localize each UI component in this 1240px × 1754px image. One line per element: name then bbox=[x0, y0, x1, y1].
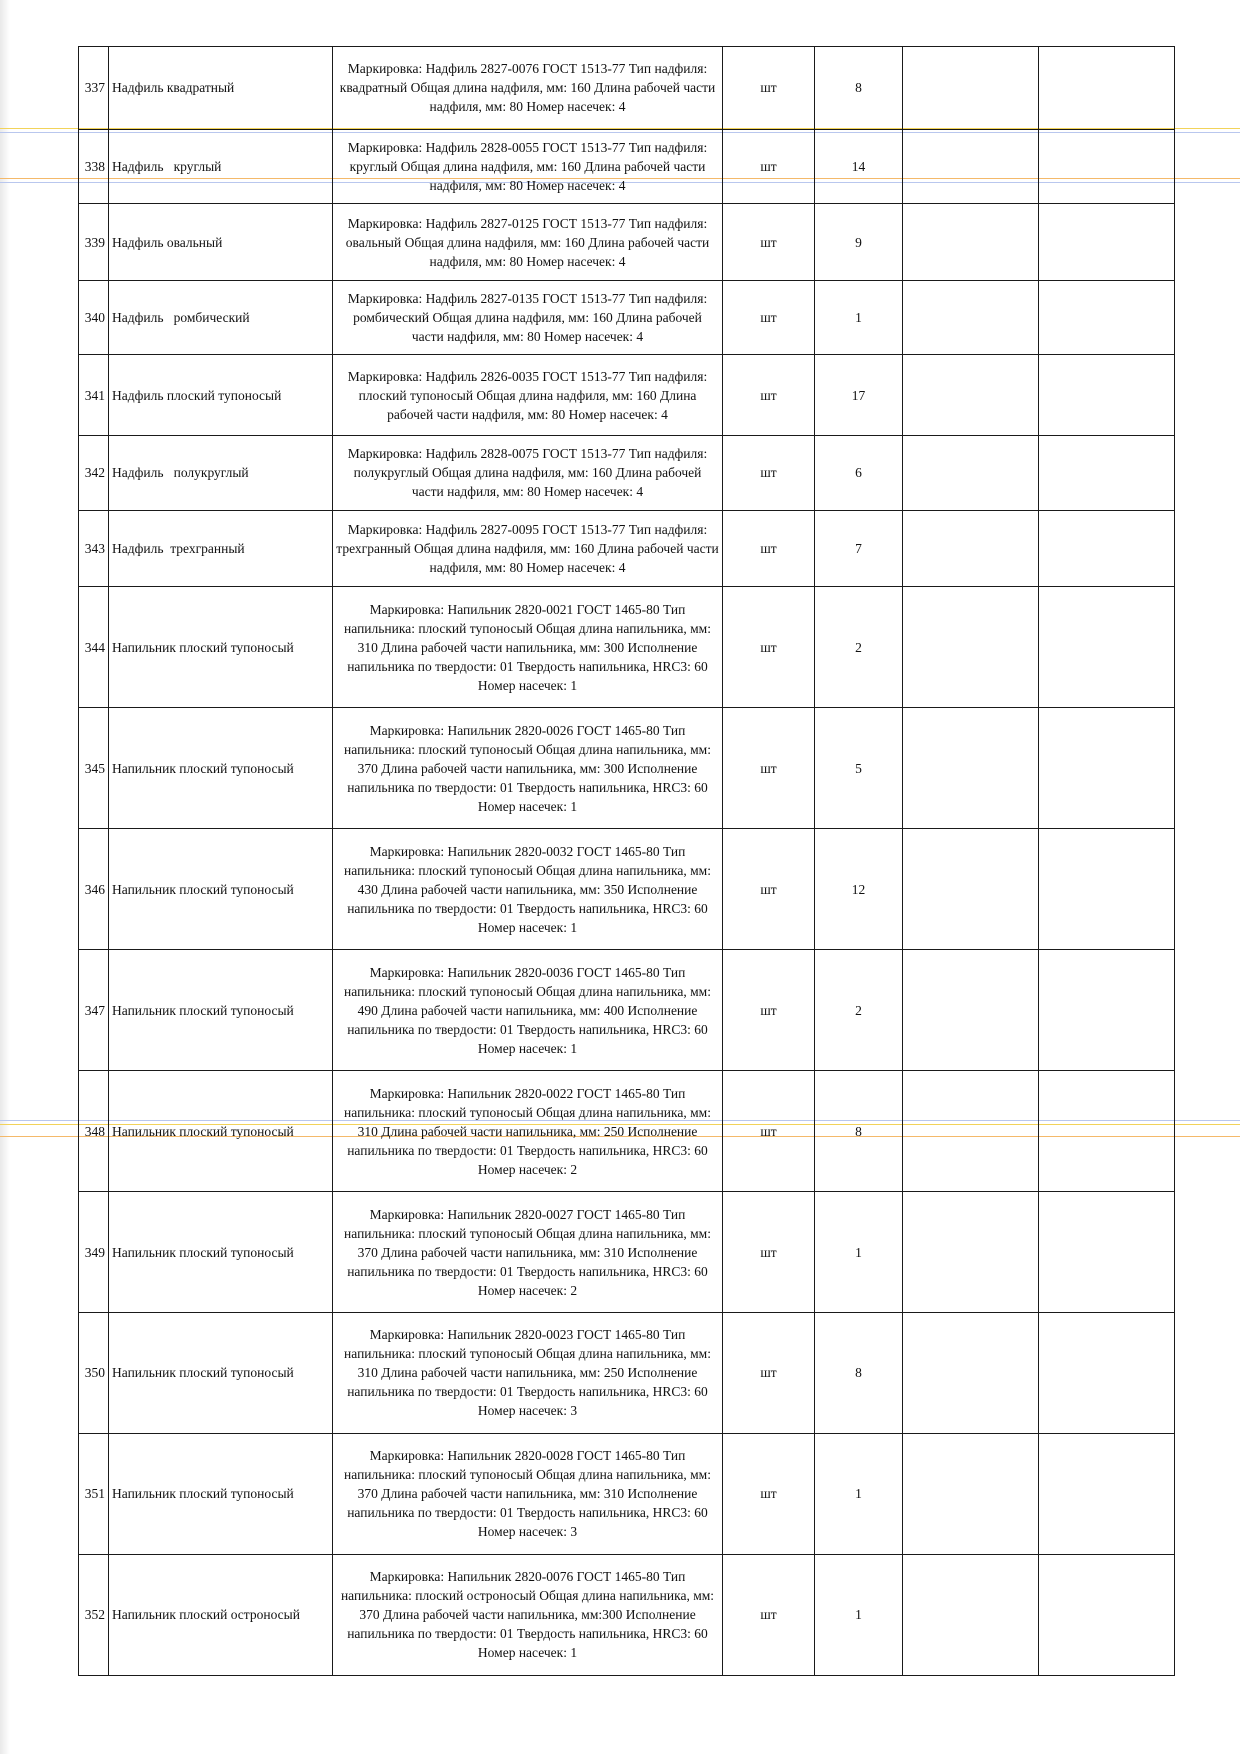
empty-cell bbox=[903, 950, 1039, 1071]
item-specification: Маркировка: Напильник 2820-0032 ГОСТ 1465-80 Тип напильника: плоский тупоносый Общая длина напильника, мм: 430 Длина рабочей части напильника, мм: 350 Исполнение напильника по твердости: 01 Твердость напильника, HRC3: 60 Номер насечек: 1 bbox=[333, 829, 723, 950]
item-quantity: 2 bbox=[815, 587, 903, 708]
row-number: 349 bbox=[79, 1192, 109, 1313]
item-unit: шт bbox=[723, 1313, 815, 1434]
empty-cell bbox=[903, 510, 1039, 587]
item-unit: шт bbox=[723, 355, 815, 436]
item-name: Надфиль ромбический bbox=[109, 280, 333, 355]
item-quantity: 1 bbox=[815, 1192, 903, 1313]
empty-cell bbox=[1039, 204, 1175, 281]
table-row bbox=[79, 587, 1175, 708]
item-quantity: 1 bbox=[815, 1433, 903, 1554]
row-number: 351 bbox=[79, 1433, 109, 1554]
table-body bbox=[79, 47, 1175, 1676]
items-table bbox=[78, 46, 1175, 1676]
row-number: 352 bbox=[79, 1554, 109, 1675]
row-number: 344 bbox=[79, 587, 109, 708]
row-number: 340 bbox=[79, 280, 109, 355]
item-quantity: 8 bbox=[815, 47, 903, 130]
item-name: Напильник плоский тупоносый bbox=[109, 1071, 333, 1192]
empty-cell bbox=[1039, 1071, 1175, 1192]
item-unit: шт bbox=[723, 829, 815, 950]
item-specification: Маркировка: Напильник 2820-0026 ГОСТ 1465-80 Тип напильника: плоский тупоносый Общая длина напильника, мм: 370 Длина рабочей части напильника, мм: 300 Исполнение напильника по твердости: 01 Твердость напильника, HRC3: 60 Номер насечек: 1 bbox=[333, 708, 723, 829]
item-name: Надфиль плоский тупоносый bbox=[109, 355, 333, 436]
item-name: Надфиль полукруглый bbox=[109, 436, 333, 511]
empty-cell bbox=[1039, 1313, 1175, 1434]
item-specification: Маркировка: Надфиль 2826-0035 ГОСТ 1513-77 Тип надфиля: плоский тупоносый Общая длина надфиля, мм: 160 Длина рабочей части надфиля, мм: 80 Номер насечек: 4 bbox=[333, 355, 723, 436]
item-quantity: 14 bbox=[815, 129, 903, 204]
item-unit: шт bbox=[723, 950, 815, 1071]
table-row bbox=[79, 47, 1175, 130]
item-specification: Маркировка: Напильник 2820-0023 ГОСТ 1465-80 Тип напильника: плоский тупоносый Общая длина напильника, мм: 310 Длина рабочей части напильника, мм: 250 Исполнение напильника по твердости: 01 Твердость напильника, HRC3: 60 Номер насечек: 3 bbox=[333, 1313, 723, 1434]
item-name: Напильник плоский тупоносый bbox=[109, 829, 333, 950]
item-specification: Маркировка: Напильник 2820-0021 ГОСТ 1465-80 Тип напильника: плоский тупоносый Общая длина напильника, мм: 310 Длина рабочей части напильника, мм: 300 Исполнение напильника по твердости: 01 Твердость напильника, HRC3: 60 Номер насечек: 1 bbox=[333, 587, 723, 708]
table-row bbox=[79, 355, 1175, 436]
item-quantity: 6 bbox=[815, 436, 903, 511]
row-number: 338 bbox=[79, 129, 109, 204]
item-quantity: 17 bbox=[815, 355, 903, 436]
empty-cell bbox=[1039, 510, 1175, 587]
item-unit: шт bbox=[723, 1433, 815, 1554]
table-row bbox=[79, 280, 1175, 355]
table-row bbox=[79, 1554, 1175, 1675]
row-number: 345 bbox=[79, 708, 109, 829]
empty-cell bbox=[1039, 1433, 1175, 1554]
item-quantity: 8 bbox=[815, 1071, 903, 1192]
item-name: Напильник плоский тупоносый bbox=[109, 1313, 333, 1434]
row-number: 342 bbox=[79, 436, 109, 511]
item-unit: шт bbox=[723, 204, 815, 281]
item-specification: Маркировка: Надфиль 2827-0135 ГОСТ 1513-77 Тип надфиля: ромбический Общая длина надфиля, мм: 160 Длина рабочей части надфиля, мм: 80 Номер насечек: 4 bbox=[333, 280, 723, 355]
table-row bbox=[79, 436, 1175, 511]
item-specification: Маркировка: Надфиль 2827-0125 ГОСТ 1513-77 Тип надфиля: овальный Общая длина надфиля, мм: 160 Длина рабочей части надфиля, мм: 80 Номер насечек: 4 bbox=[333, 204, 723, 281]
item-name: Напильник плоский тупоносый bbox=[109, 587, 333, 708]
row-number: 350 bbox=[79, 1313, 109, 1434]
item-specification: Маркировка: Надфиль 2828-0055 ГОСТ 1513-77 Тип надфиля: круглый Общая длина надфиля, мм: 160 Длина рабочей части надфиля, мм: 80 Номер насечек: 4 bbox=[333, 129, 723, 204]
row-number: 348 bbox=[79, 1071, 109, 1192]
empty-cell bbox=[903, 587, 1039, 708]
item-unit: шт bbox=[723, 587, 815, 708]
empty-cell bbox=[1039, 950, 1175, 1071]
item-specification: Маркировка: Надфиль 2827-0076 ГОСТ 1513-77 Тип надфиля: квадратный Общая длина надфиля, мм: 160 Длина рабочей части надфиля, мм: 80 Номер насечек: 4 bbox=[333, 47, 723, 130]
table-row bbox=[79, 129, 1175, 204]
table-row bbox=[79, 829, 1175, 950]
item-quantity: 1 bbox=[815, 1554, 903, 1675]
empty-cell bbox=[903, 829, 1039, 950]
empty-cell bbox=[903, 1554, 1039, 1675]
item-unit: шт bbox=[723, 129, 815, 204]
empty-cell bbox=[1039, 355, 1175, 436]
empty-cell bbox=[903, 355, 1039, 436]
row-number: 337 bbox=[79, 47, 109, 130]
table-row bbox=[79, 950, 1175, 1071]
row-number: 347 bbox=[79, 950, 109, 1071]
item-name: Надфиль круглый bbox=[109, 129, 333, 204]
empty-cell bbox=[903, 708, 1039, 829]
row-number: 339 bbox=[79, 204, 109, 281]
item-quantity: 5 bbox=[815, 708, 903, 829]
table-row bbox=[79, 1192, 1175, 1313]
table-row bbox=[79, 204, 1175, 281]
item-name: Напильник плоский остроносый bbox=[109, 1554, 333, 1675]
item-quantity: 2 bbox=[815, 950, 903, 1071]
table-row bbox=[79, 510, 1175, 587]
item-unit: шт bbox=[723, 280, 815, 355]
row-number: 341 bbox=[79, 355, 109, 436]
empty-cell bbox=[1039, 708, 1175, 829]
empty-cell bbox=[1039, 436, 1175, 511]
item-name: Напильник плоский тупоносый bbox=[109, 708, 333, 829]
item-unit: шт bbox=[723, 47, 815, 130]
item-name: Напильник плоский тупоносый bbox=[109, 1433, 333, 1554]
row-number: 346 bbox=[79, 829, 109, 950]
item-name: Надфиль трехгранный bbox=[109, 510, 333, 587]
empty-cell bbox=[903, 1313, 1039, 1434]
empty-cell bbox=[903, 436, 1039, 511]
item-unit: шт bbox=[723, 510, 815, 587]
empty-cell bbox=[1039, 47, 1175, 130]
item-specification: Маркировка: Напильник 2820-0076 ГОСТ 1465-80 Тип напильника: плоский остроносый Общая длина напильника, мм: 370 Длина рабочей части напильника, мм:300 Исполнение напильника по твердости: 01 Твердость напильника, HRC3: 60 Номер насечек: 1 bbox=[333, 1554, 723, 1675]
empty-cell bbox=[903, 1071, 1039, 1192]
item-unit: шт bbox=[723, 436, 815, 511]
item-name: Надфиль овальный bbox=[109, 204, 333, 281]
table-row bbox=[79, 708, 1175, 829]
empty-cell bbox=[903, 47, 1039, 130]
table-row bbox=[79, 1433, 1175, 1554]
empty-cell bbox=[903, 1192, 1039, 1313]
empty-cell bbox=[1039, 129, 1175, 204]
item-unit: шт bbox=[723, 1554, 815, 1675]
empty-cell bbox=[903, 204, 1039, 281]
item-quantity: 8 bbox=[815, 1313, 903, 1434]
empty-cell bbox=[1039, 280, 1175, 355]
empty-cell bbox=[903, 280, 1039, 355]
empty-cell bbox=[1039, 587, 1175, 708]
item-name: Надфиль квадратный bbox=[109, 47, 333, 130]
empty-cell bbox=[1039, 829, 1175, 950]
item-unit: шт bbox=[723, 1192, 815, 1313]
item-quantity: 7 bbox=[815, 510, 903, 587]
item-specification: Маркировка: Напильник 2820-0036 ГОСТ 1465-80 Тип напильника: плоский тупоносый Общая длина напильника, мм: 490 Длина рабочей части напильника, мм: 400 Исполнение напильника по твердости: 01 Твердость напильника, HRC3: 60 Номер насечек: 1 bbox=[333, 950, 723, 1071]
empty-cell bbox=[1039, 1192, 1175, 1313]
table-row bbox=[79, 1313, 1175, 1434]
table-row bbox=[79, 1071, 1175, 1192]
item-specification: Маркировка: Надфиль 2827-0095 ГОСТ 1513-77 Тип надфиля: трехгранный Общая длина надфиля, мм: 160 Длина рабочей части надфиля, мм: 80 Номер насечек: 4 bbox=[333, 510, 723, 587]
empty-cell bbox=[903, 129, 1039, 204]
item-quantity: 12 bbox=[815, 829, 903, 950]
empty-cell bbox=[903, 1433, 1039, 1554]
scan-edge-shadow bbox=[0, 0, 10, 1754]
item-unit: шт bbox=[723, 708, 815, 829]
empty-cell bbox=[1039, 1554, 1175, 1675]
item-specification: Маркировка: Надфиль 2828-0075 ГОСТ 1513-77 Тип надфиля: полукруглый Общая длина надфиля, мм: 160 Длина рабочей части надфиля, мм: 80 Номер насечек: 4 bbox=[333, 436, 723, 511]
item-quantity: 9 bbox=[815, 204, 903, 281]
row-number: 343 bbox=[79, 510, 109, 587]
item-unit: шт bbox=[723, 1071, 815, 1192]
item-specification: Маркировка: Напильник 2820-0028 ГОСТ 1465-80 Тип напильника: плоский тупоносый Общая длина напильника, мм: 370 Длина рабочей части напильника, мм: 310 Исполнение напильника по твердости: 01 Твердость напильника, HRC3: 60 Номер насечек: 3 bbox=[333, 1433, 723, 1554]
item-specification: Маркировка: Напильник 2820-0027 ГОСТ 1465-80 Тип напильника: плоский тупоносый Общая длина напильника, мм: 370 Длина рабочей части напильника, мм: 310 Исполнение напильника по твердости: 01 Твердость напильника, HRC3: 60 Номер насечек: 2 bbox=[333, 1192, 723, 1313]
item-name: Напильник плоский тупоносый bbox=[109, 950, 333, 1071]
item-quantity: 1 bbox=[815, 280, 903, 355]
item-specification: Маркировка: Напильник 2820-0022 ГОСТ 1465-80 Тип напильника: плоский тупоносый Общая длина напильника, мм: 310 Длина рабочей части напильника, мм: 250 Исполнение напильника по твердости: 01 Твердость напильника, HRC3: 60 Номер насечек: 2 bbox=[333, 1071, 723, 1192]
item-name: Напильник плоский тупоносый bbox=[109, 1192, 333, 1313]
